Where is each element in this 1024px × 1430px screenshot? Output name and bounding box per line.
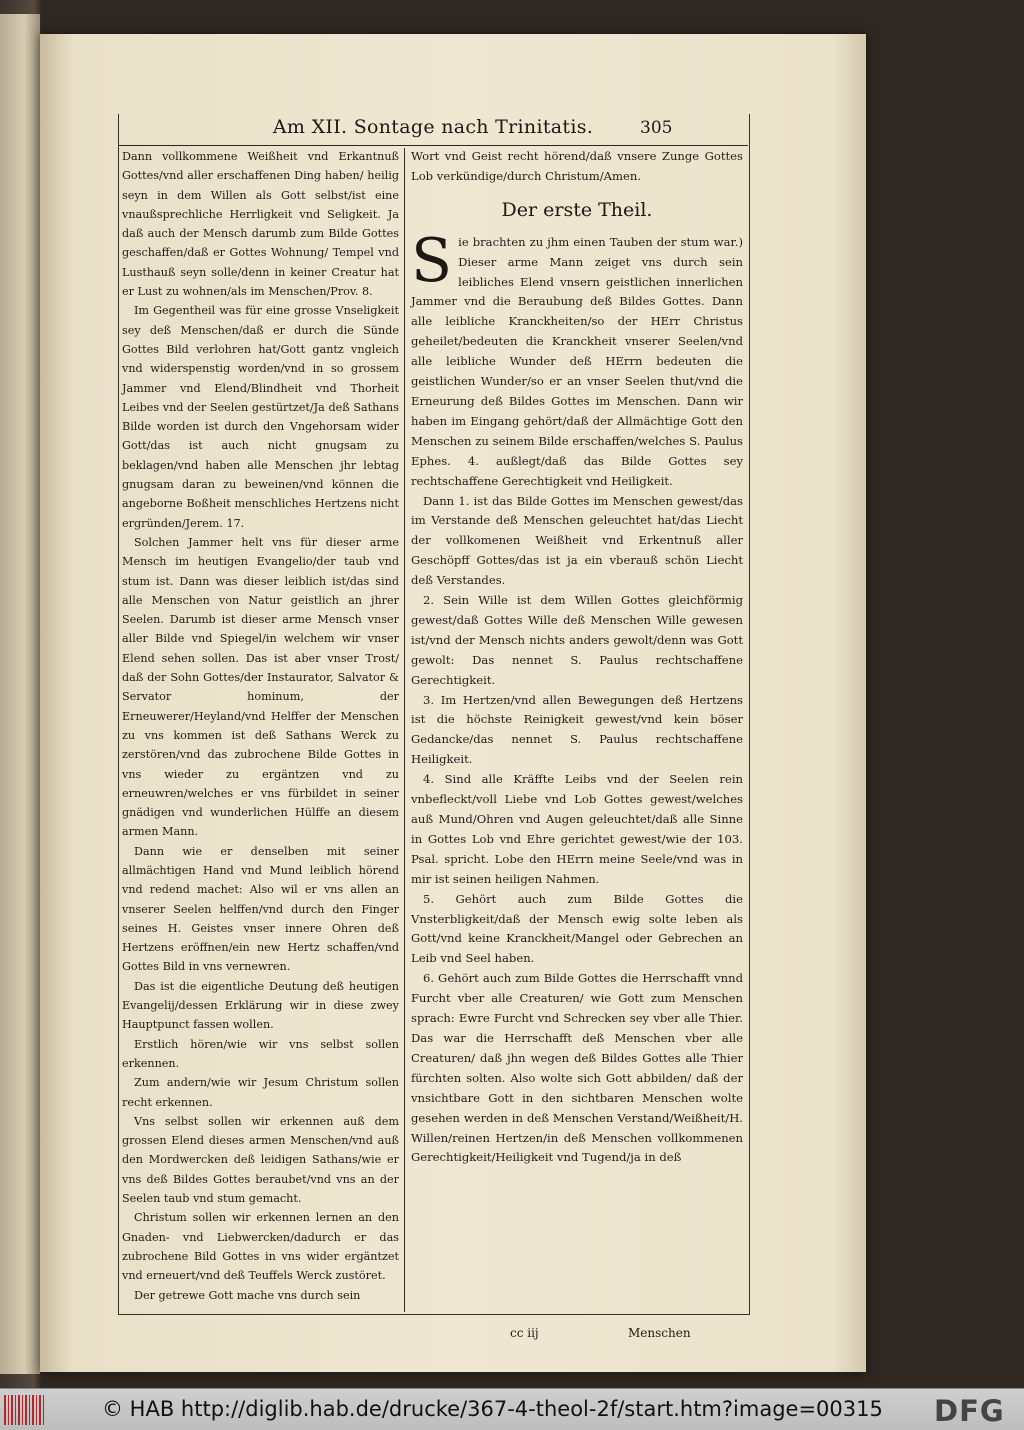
paragraph: Solchen Jammer helt vns für dieser arme Mensch im heutigen Evangelio/der taub vnd stum ist. Dann was dieser leiblich ist/das sind alle Menschen von Natur geistlich an jhrer Seelen. Darumb ist dieser arme Mensch vnser aller Bilde vnd Spiegel/in welchem wir vnser Elend sehen sollen. Das ist aber vnser Trost/ daß der Sohn Gottes/der Instaurator, Salvator & Servator hominum, der Erneuwerer/Heyland/vnd Helffer der Menschen zu vns kommen ist deß Sathans Werck zu zerstören/vnd das zubrochene Bilde Gottes in vns wieder zu ergäntzen vnd zu erneuwren/welches er vns fürbildet in seiner gnädigen vnd wunderlichen Hülffe an diesem armen Mann. (122, 535, 399, 839)
paragraph: Zum andern/wie wir Jesum Christum sollen recht erkennen. (122, 1076, 399, 1109)
paragraph: Der getrewe Gott mache vns durch sein (134, 1288, 361, 1302)
header-rule (118, 145, 748, 146)
paragraph: 2. Sein Wille ist dem Willen Gottes gleichförmig gewest/daß Gottes Wille deß Menschen Wille gewesen ist/vnd der Mensch nichts anders gewolt/denn was Gott gewolt: Das nennet S. Paulus rechtschaffene Gerechtigkeit. (411, 593, 743, 687)
paragraph: Dann 1. ist das Bilde Gottes im Menschen gewest/das im Verstande deß Menschen geleuchtet hat/das Liecht der vollkomenen Weißheit vnd Erkentnuß aller Geschöpff Gottes/das ist ja ein vberauß schön Liecht deß Verstandes. (411, 493, 743, 588)
paragraph: Christum sollen wir erkennen lernen an den Gnaden- vnd Liebwercken/dadurch er das zubrochene Bild Gottes in vns wider ergäntzet vnd erneuert/vnd deß Teuffels Werck zustöret. (122, 1211, 399, 1283)
paragraph: 4. Sind alle Kräffte Leibs vnd der Seelen rein vnbefleckt/voll Liebe vnd Lob Gottes gewest/welches auß Mund/Ohren vnd Augen geleuchtet/daß alle Sinne in Gottes Lob vnd Ehre gerichtet gewest/wie der 103. Psal. spricht. Lobe den HErrn meine Seele/vnd was in mir ist seinen heiligen Nahmen. (411, 772, 743, 886)
signature-mark: cc iij (510, 1326, 539, 1340)
running-head: Am XII. Sontage nach Trinitatis. (272, 116, 594, 138)
section-title: Der erste Theil. (501, 198, 653, 221)
paragraph: 5. Gehört auch zum Bilde Gottes die Vnsterbligkeit/daß der Mensch ewig solte leben als Gott/vnd keine Kranckheit/Mangel oder Gebrechen an Leib vnd Seel haben. (411, 891, 743, 966)
barcode-icon (4, 1395, 44, 1425)
paragraph: 3. Im Hertzen/vnd allen Bewegungen deß Hertzens ist die höchste Reinigkeit gewest/vnd kein böser Gedancke/das nennet S. Paulus rechtschaffene Heiligkeit. (411, 692, 743, 767)
book-page (40, 34, 866, 1372)
paragraph: Dann wie er denselben mit seiner allmächtigen Hand vnd Mund leiblich hörend vnd redend machet: Also wil er vns allen an vnserer Seelen helffen/vnd durch den Finger seines H. Geistes vnser innere Ohren deß Hertzens eröffnen/ein new Hertz schaffen/vnd Gottes Bild in vns vernewren. (122, 844, 399, 974)
paragraph: Das ist die eigentliche Deutung deß heutigen Evangelij/dessen Erklärung wir in diese zwey Hauptpunct fassen wollen. (122, 979, 399, 1032)
footer-bar (0, 1388, 1024, 1430)
paragraph: Im Gegentheil was für eine grosse Vnseligkeit sey deß Menschen/daß er durch die Sünde Gottes Bild verlohren hat/Gott gantz vngleich vnd widerspenstig worden/vnd in so grossem Jammer vnd Elend/Blindheit vnd Thorheit Leibes vnd der Seelen gestürtzet/Ja deß Sathans Bilde worden ist durch den Vngehorsam wider Gott/das ist auch nicht gnugsam zu beklagen/vnd haben alle Menschen jhr lebtag gnugsam daran zu beweinen/vnd können die angeborne Boßheit menschliches Hertzens nicht ergründen/Jerem. 17. (122, 304, 399, 530)
paragraph: 6. Gehört auch zum Bilde Gottes die Herrschafft vnnd Furcht vber alle Creaturen/ wie Gott zum Menschen sprach: Ewre Furcht vnd Schrecken sey vber alle Thier. Das war die Herrschafft deß Menschen vber alle Creaturen/ daß jhn wegen deß Bildes Gottes alle Thier fürchten solten. Also wolte sich Gott abbilden/ daß der vnsichtbare Gott in den sichtbaren Menschen wolte gesehen werden in deß Menschen Verstand/Weißheit/H. Willen/reinen Hertzen/in deß Menschen vollkommenen Gerechtigkeit/Heiligkeit vnd Tugend/ja in deß (411, 971, 743, 1165)
page-number: 305 (640, 118, 673, 138)
column-rule (404, 148, 405, 1312)
paragraph: Erstlich hören/wie wir vns selbst sollen erkennen. (122, 1037, 399, 1070)
credit-link[interactable]: © HAB http://diglib.hab.de/drucke/367-4-theol-2f/start.htm?image=00315 (102, 1397, 883, 1421)
catchword: Menschen (628, 1326, 691, 1340)
paragraph: Vns selbst sollen wir erkennen auß dem grossen Elend dieses armen Menschen/vnd auß den Mordwercken deß leidigen Sathans/wie er vns deß Bildes Gottes beraubet/vnd vns an der Seelen taub vnd stum gemacht. (122, 1114, 399, 1206)
right-column (411, 147, 743, 1168)
paragraph: Wort vnd Geist recht hörend/daß vnsere Zunge Gottes Lob verkündige/durch Christum/Amen. (411, 149, 743, 183)
paragraph: Dann vollkommene Weißheit vnd Erkantnuß Gottes/vnd aller erschaffenen Ding haben/ heilig seyn in dem Willen als Gott selbst/ist eine vnaußsprechliche Herrligkeit vnd Seligkeit. Ja daß auch der Mensch darumb zum Bilde Gottes geschaffen/daß er Gottes Wohnung/ Tempel vnd Lusthauß seyn solle/denn in keiner Creatur hat er Lust zu wohnen/als im Menschen/Prov. 8. (122, 150, 399, 299)
previous-page-edge (0, 14, 40, 1374)
left-column (122, 147, 399, 1305)
paragraph-with-dropcap: Sie brachten zu jhm einen Tauben der stum war.) Dieser arme Mann zeiget vns durch sein leibliches Elend vnsern geistlichen innerlichen Jammer vnd die Beraubung deß Bildes Gottes. Dann alle leibliche Kranckheiten/so der HErr Christus geheilet/bedeuten die Kranckheit vnserer Seelen/vnd alle leibliche Wunder deß HErrn bedeuten die geistlichen Wunder/so er an vnser Seelen thut/vnd die Erneurung deß Bildes Gottes im Menschen. Dann wir haben im Eingang gehört/daß der Allmächtige Gott den Menschen zu seinem Bilde erschaffen/welches S. Paulus Ephes. 4. außlegt/daß das Bilde Gottes sey rechtschaffene Gerechtigkeit vnd Heiligkeit. (411, 225, 743, 488)
dfg-logo: DFG (934, 1394, 1005, 1428)
